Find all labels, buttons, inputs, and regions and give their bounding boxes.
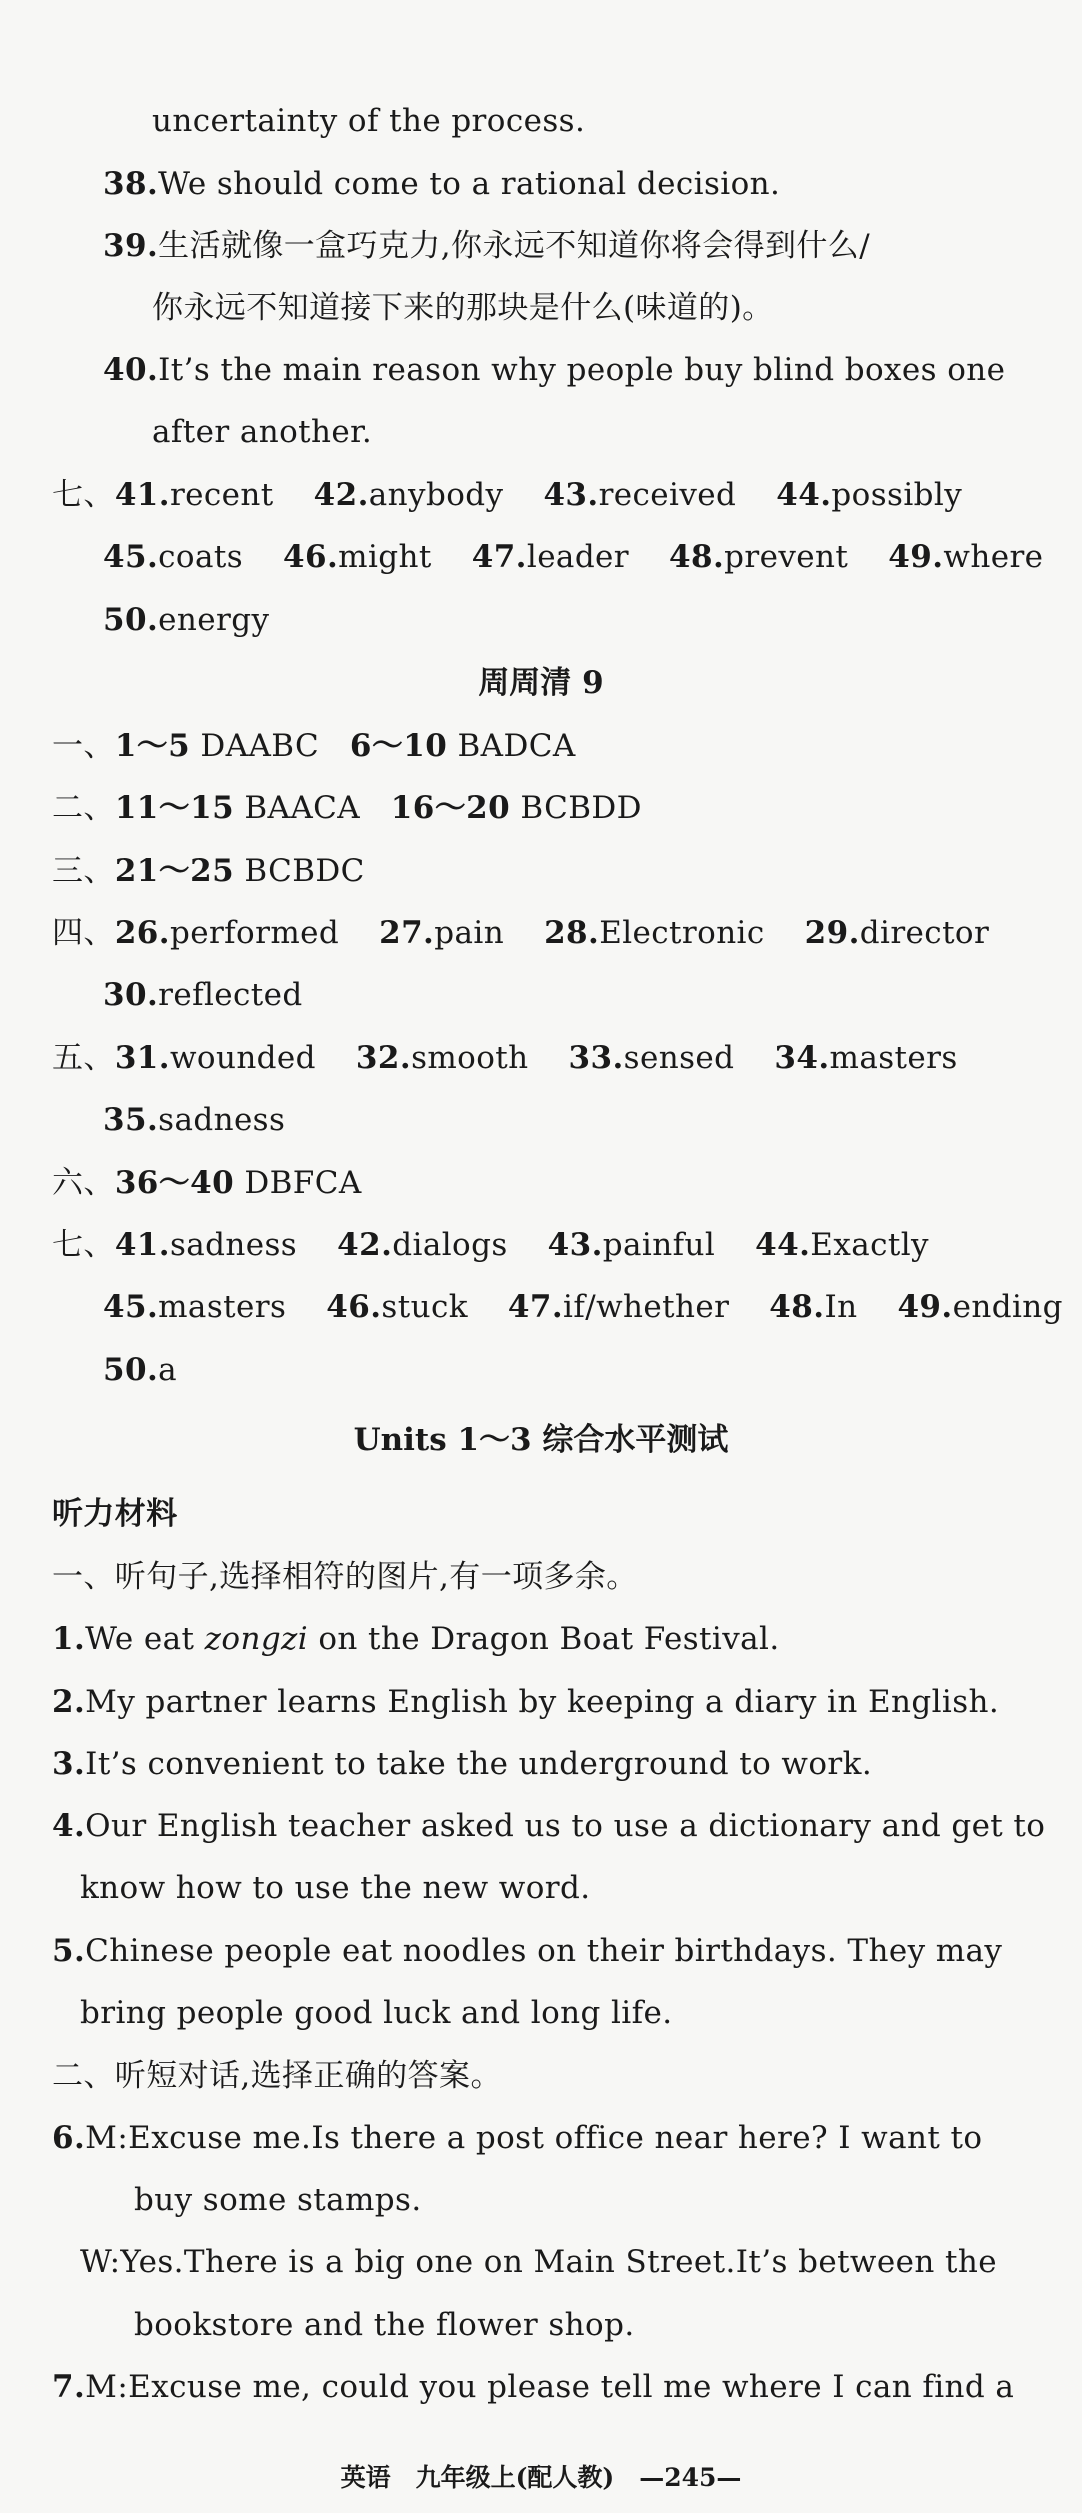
sec7-item-46: 46.might bbox=[283, 539, 432, 575]
weekly9-s1: 一、1～5 DAABC 6～10 BADCA bbox=[52, 728, 576, 764]
w9-item-50: 50.a bbox=[103, 1352, 178, 1388]
q37-continuation: uncertainty of the process. bbox=[152, 103, 586, 139]
q38-number: 38. bbox=[103, 166, 159, 202]
q39-number: 39. bbox=[103, 228, 159, 264]
w9-item-26: 26.performed bbox=[114, 915, 340, 951]
part2-instruction: 二、听短对话,选择正确的答案。 bbox=[52, 2058, 502, 2094]
w9-item-43: 43.painful bbox=[547, 1227, 716, 1263]
sec7-item-41: 41.recent bbox=[114, 477, 274, 513]
w9-item-29: 29.director bbox=[804, 915, 990, 951]
q38-text: We should come to a rational decision. bbox=[158, 166, 781, 202]
q40-text-line2: after another. bbox=[152, 414, 373, 450]
weekly9-s4-row1: 四、26.performed 27.pain 28.Electronic 29.director bbox=[52, 915, 990, 951]
listening-q1: 1.We eat zongzi on the Dragon Boat Festival. bbox=[52, 1621, 780, 1657]
q38-answer bbox=[103, 164, 780, 204]
weekly9-s3: 三、21～25 BCBDC bbox=[52, 853, 365, 889]
q39-text-line1: 生活就像一盒巧克力,你永远不知道你将会得到什么/ bbox=[158, 228, 871, 264]
w9-item-42: 42.dialogs bbox=[337, 1227, 508, 1263]
listening-q5: 5.Chinese people eat noodles on their birthdays. They may bbox=[52, 1933, 1003, 1969]
q40-text-line1: It’s the main reason why people buy blind boxes one bbox=[158, 352, 1006, 388]
weekly9-s6: 六、36～40 DBFCA bbox=[52, 1165, 362, 1201]
w9-item-34: 34.masters bbox=[774, 1040, 958, 1076]
sec7-row2 bbox=[103, 537, 1082, 577]
sec7-item-48: 48.prevent bbox=[669, 539, 849, 575]
part1-instruction: 一、听句子,选择相符的图片,有一项多余。 bbox=[52, 1559, 638, 1595]
w9-item-44: 44.Exactly bbox=[755, 1227, 929, 1263]
sec7-prefix: 七、 bbox=[52, 477, 115, 513]
listening-q6-w: W:Yes.There is a big one on Main Street.It’s between the bbox=[80, 2244, 997, 2280]
listening-q4-line2: know how to use the new word. bbox=[80, 1870, 591, 1906]
w9-item-32: 32.smooth bbox=[355, 1040, 529, 1076]
weekly9-s5-row2 bbox=[103, 1100, 285, 1140]
listening-heading: 听力材料 bbox=[52, 1496, 178, 1532]
w9-item-41: 41.sadness bbox=[114, 1227, 298, 1263]
w9-item-47: 47.if/whether bbox=[507, 1289, 730, 1325]
sec7-item-43: 43.received bbox=[543, 477, 737, 513]
units-test-title: Units 1～3 综合水平测试 bbox=[353, 1422, 729, 1458]
listening-q4: 4.Our English teacher asked us to use a dictionary and get to bbox=[52, 1808, 1046, 1844]
w9-item-48: 48.In bbox=[769, 1289, 858, 1325]
listening-q2: 2.My partner learns English by keeping a diary in English. bbox=[52, 1684, 1000, 1720]
w9-item-30: 30.reflected bbox=[103, 977, 303, 1013]
listening-q6-m-line2: buy some stamps. bbox=[134, 2182, 422, 2218]
sec7-row3 bbox=[103, 600, 269, 640]
listening-q3: 3.It’s convenient to take the underground to work. bbox=[52, 1746, 873, 1782]
w9-item-33: 33.sensed bbox=[568, 1040, 735, 1076]
q40-number: 40. bbox=[103, 352, 159, 388]
weekly9-s7-row2 bbox=[103, 1287, 1063, 1327]
w9-item-35: 35.sadness bbox=[103, 1102, 286, 1138]
page-footer: 英语 九年级上(配人教) —245— bbox=[340, 2463, 742, 2492]
sec7-item-42: 42.anybody bbox=[313, 477, 504, 513]
listening-q7-m: 7.M:Excuse me, could you please tell me where I can find a bbox=[52, 2369, 1015, 2405]
sec7-item-47: 47.leader bbox=[471, 539, 630, 575]
q40-answer bbox=[103, 350, 1005, 390]
listening-q6-w-line2: bookstore and the flower shop. bbox=[134, 2307, 635, 2343]
weekly9-s4-row2 bbox=[103, 975, 303, 1015]
sec7-row1 bbox=[52, 475, 1002, 515]
weekly9-s5-row1: 五、31.wounded 32.smooth 33.sensed 34.masters bbox=[52, 1040, 958, 1076]
weekly9-s7-row1: 七、41.sadness 42.dialogs 43.painful 44.Exactly bbox=[52, 1227, 929, 1263]
w9-item-27: 27.pain bbox=[379, 915, 505, 951]
weekly9-s2: 二、11～15 BAACA 16～20 BCBDD bbox=[52, 790, 642, 826]
sec7-item-45: 45.coats bbox=[103, 539, 244, 575]
w9-item-28: 28.Electronic bbox=[544, 915, 765, 951]
w9-item-46: 46.stuck bbox=[326, 1289, 468, 1325]
weekly9-title: 周周清 9 bbox=[478, 665, 604, 701]
sec7-item-50: 50.energy bbox=[103, 602, 270, 638]
listening-q6-m: 6.M:Excuse me.Is there a post office near here? I want to bbox=[52, 2120, 983, 2156]
sec7-item-49: 49.where bbox=[888, 539, 1044, 575]
listening-q5-line2: bring people good luck and long life. bbox=[80, 1995, 673, 2031]
sec7-item-44: 44.possibly bbox=[776, 477, 963, 513]
q39-text-line2: 你永远不知道接下来的那块是什么(味道的)。 bbox=[152, 290, 774, 326]
q39-answer bbox=[103, 226, 870, 266]
w9-item-45: 45.masters bbox=[103, 1289, 287, 1325]
w9-item-31: 31.wounded bbox=[114, 1040, 316, 1076]
weekly9-s7-row3 bbox=[103, 1350, 177, 1390]
w9-item-49: 49.ending bbox=[897, 1289, 1063, 1325]
